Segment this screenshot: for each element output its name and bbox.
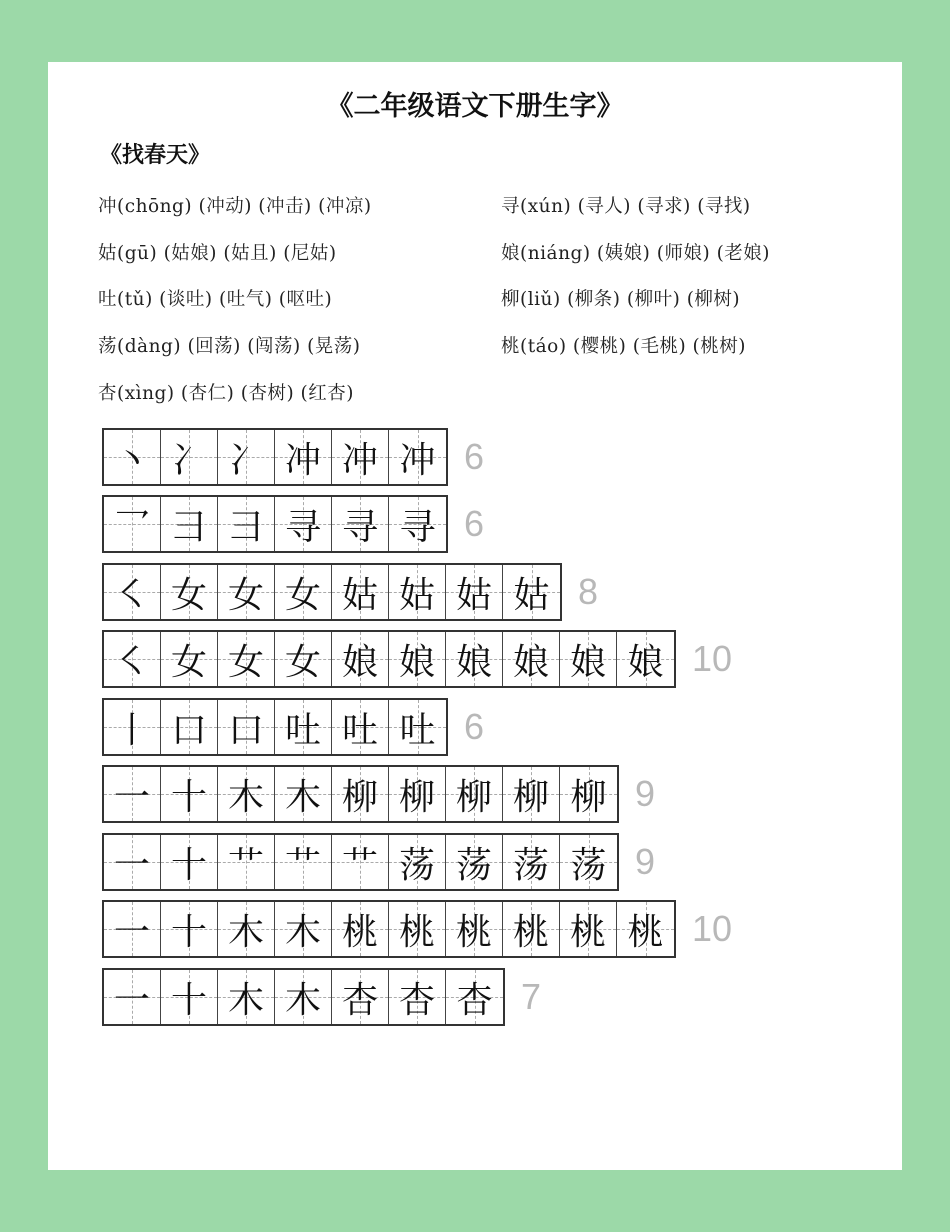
stroke-step-glyph: 丨: [113, 709, 150, 751]
stroke-step-cell: [503, 902, 560, 956]
stroke-step-glyph: 木: [284, 979, 321, 1021]
stroke-step-glyph: 女: [170, 641, 207, 683]
stroke-step-glyph: 木: [284, 776, 321, 818]
stroke-step-glyph: 寻: [341, 506, 378, 548]
stroke-step-glyph: 吐: [341, 709, 378, 751]
stroke-step-cell: [503, 835, 560, 889]
stroke-step-cell: [275, 565, 332, 619]
stroke-step-glyph: 柳: [398, 776, 435, 818]
stroke-step-glyph: 荡: [455, 844, 492, 886]
stroke-step-glyph: 艹: [227, 844, 264, 886]
stroke-step-cell: [161, 430, 218, 484]
stroke-step-cell: [503, 767, 560, 821]
stroke-step-glyph: 女: [227, 641, 264, 683]
stroke-step-glyph: 木: [227, 776, 264, 818]
stroke-step-glyph: 荡: [570, 844, 607, 886]
stroke-step-cell: [446, 767, 503, 821]
stroke-step-cell: [218, 902, 275, 956]
stroke-step-glyph: 一: [113, 979, 150, 1021]
stroke-grid: [102, 698, 448, 756]
stroke-step-cell: [218, 632, 275, 686]
stroke-step-glyph: 一: [113, 844, 150, 886]
worksheet-title: 《二年级语文下册生字》: [326, 91, 624, 122]
stroke-step-glyph: 娘: [398, 641, 435, 683]
stroke-step-cell: [389, 700, 446, 754]
stroke-step-cell: [218, 565, 275, 619]
stroke-step-glyph: ㇛: [113, 641, 150, 683]
stroke-step-glyph: 吐: [399, 709, 436, 751]
stroke-step-glyph: 杏: [456, 979, 493, 1021]
stroke-step-glyph: 女: [284, 574, 321, 616]
stroke-order-row: [102, 968, 541, 1026]
stroke-grid: [102, 900, 676, 958]
stroke-step-cell: [389, 497, 446, 551]
stroke-step-glyph: 杏: [398, 979, 435, 1021]
stroke-step-cell: [389, 970, 446, 1024]
stroke-step-cell: [332, 632, 389, 686]
stroke-order-row: [102, 495, 484, 553]
stroke-step-cell: [275, 430, 332, 484]
stroke-step-cell: [332, 497, 389, 551]
stroke-step-cell: [332, 767, 389, 821]
stroke-step-glyph: 柳: [570, 776, 607, 818]
stroke-step-glyph: 桃: [627, 911, 664, 953]
stroke-step-cell: [332, 700, 389, 754]
stroke-step-cell: [332, 902, 389, 956]
stroke-step-glyph: 女: [284, 641, 321, 683]
stroke-step-glyph: 娘: [455, 641, 492, 683]
stroke-step-cell: [446, 970, 503, 1024]
stroke-step-glyph: 十: [170, 776, 207, 818]
stroke-count: 9: [635, 841, 656, 882]
stroke-step-glyph: ㇛: [113, 574, 150, 616]
stroke-step-glyph: 木: [227, 911, 264, 953]
stroke-step-cell: [218, 970, 275, 1024]
stroke-step-cell: [218, 700, 275, 754]
stroke-order-row: [102, 428, 484, 486]
vocab-line: 姑(gū) (姑娘) (姑且) (尼姑): [98, 243, 337, 264]
stroke-step-cell: [332, 970, 389, 1024]
stroke-step-cell: [104, 632, 161, 686]
stroke-step-cell: [389, 632, 446, 686]
stroke-step-cell: [332, 565, 389, 619]
stroke-step-glyph: 吐: [284, 709, 321, 751]
stroke-step-glyph: 桃: [569, 911, 606, 953]
stroke-step-glyph: 姑: [398, 574, 435, 616]
stroke-step-glyph: 荡: [512, 844, 549, 886]
vocab-line: 杏(xìng) (杏仁) (杏树) (红杏): [98, 383, 354, 404]
stroke-step-cell: [389, 430, 446, 484]
stroke-grid: [102, 563, 562, 621]
lesson-title: 《找春天》: [100, 142, 211, 168]
stroke-step-glyph: 冲: [399, 439, 436, 481]
stroke-step-glyph: 木: [284, 911, 321, 953]
stroke-order-row: [102, 630, 732, 688]
stroke-step-cell: [617, 632, 674, 686]
stroke-step-cell: [275, 902, 332, 956]
stroke-step-cell: [275, 700, 332, 754]
stroke-step-cell: [161, 835, 218, 889]
stroke-step-cell: [446, 565, 503, 619]
stroke-step-glyph: 柳: [341, 776, 378, 818]
stroke-step-glyph: 十: [170, 844, 207, 886]
stroke-step-cell: [161, 700, 218, 754]
stroke-step-cell: [104, 970, 161, 1024]
stroke-step-cell: [161, 632, 218, 686]
stroke-step-cell: [104, 497, 161, 551]
stroke-order-row: [102, 833, 655, 891]
stroke-step-cell: [275, 497, 332, 551]
stroke-step-glyph: 冲: [341, 439, 378, 481]
stroke-step-cell: [161, 902, 218, 956]
stroke-count: 8: [578, 571, 599, 612]
stroke-step-cell: [161, 970, 218, 1024]
stroke-step-cell: [503, 632, 560, 686]
stroke-step-glyph: 姑: [341, 574, 378, 616]
stroke-step-glyph: 丶: [113, 439, 150, 481]
stroke-step-cell: [332, 835, 389, 889]
stroke-step-cell: [560, 632, 617, 686]
vocab-line: 冲(chōng) (冲动) (冲击) (冲凉): [98, 196, 372, 217]
stroke-step-cell: [104, 767, 161, 821]
stroke-count: 6: [464, 436, 485, 477]
stroke-step-cell: [389, 902, 446, 956]
stroke-step-cell: [275, 632, 332, 686]
stroke-step-glyph: 娘: [569, 641, 606, 683]
stroke-step-glyph: 木: [227, 979, 264, 1021]
stroke-step-cell: [104, 565, 161, 619]
stroke-order-row: [102, 900, 732, 958]
stroke-count: 6: [464, 706, 485, 747]
stroke-grid: [102, 428, 448, 486]
stroke-step-cell: [560, 902, 617, 956]
stroke-step-cell: [560, 835, 617, 889]
stroke-step-glyph: 寻: [399, 506, 436, 548]
stroke-step-glyph: 姑: [455, 574, 492, 616]
stroke-step-glyph: 女: [227, 574, 264, 616]
stroke-step-cell: [104, 835, 161, 889]
stroke-count: 10: [692, 638, 733, 679]
stroke-step-glyph: 艹: [341, 844, 378, 886]
stroke-step-cell: [617, 902, 674, 956]
stroke-step-glyph: 彐: [170, 506, 207, 548]
stroke-grid: [102, 765, 619, 823]
stroke-step-glyph: 冫: [170, 439, 207, 481]
stroke-step-cell: [275, 970, 332, 1024]
stroke-step-glyph: 寻: [284, 506, 321, 548]
stroke-step-cell: [218, 430, 275, 484]
stroke-step-cell: [389, 767, 446, 821]
stroke-step-glyph: 荡: [398, 844, 435, 886]
stroke-step-cell: [104, 902, 161, 956]
worksheet-page: [48, 62, 902, 1170]
stroke-step-glyph: 桃: [398, 911, 435, 953]
stroke-count: 7: [521, 976, 542, 1017]
stroke-step-glyph: 口: [227, 709, 264, 751]
stroke-step-glyph: 娘: [512, 641, 549, 683]
stroke-step-cell: [104, 430, 161, 484]
stroke-step-glyph: 一: [113, 776, 150, 818]
stroke-step-glyph: 口: [170, 709, 207, 751]
stroke-step-cell: [275, 835, 332, 889]
stroke-step-glyph: 彐: [227, 506, 264, 548]
stroke-grid: [102, 495, 448, 553]
vocab-line: 荡(dàng) (回荡) (闯荡) (晃荡): [98, 336, 361, 357]
stroke-grid: [102, 968, 505, 1026]
vocab-line: 寻(xún) (寻人) (寻求) (寻找): [501, 196, 751, 217]
stroke-step-glyph: 娘: [627, 641, 664, 683]
stroke-step-glyph: 艹: [284, 844, 321, 886]
stroke-step-cell: [161, 767, 218, 821]
stroke-step-glyph: 娘: [341, 641, 378, 683]
stroke-step-glyph: 乛: [113, 506, 150, 548]
stroke-step-glyph: 柳: [512, 776, 549, 818]
stroke-step-glyph: 十: [170, 979, 207, 1021]
stroke-step-cell: [218, 835, 275, 889]
stroke-step-glyph: 桃: [455, 911, 492, 953]
stroke-step-glyph: 冲: [284, 439, 321, 481]
vocab-line: 吐(tǔ) (谈吐) (吐气) (呕吐): [98, 289, 333, 310]
stroke-step-glyph: 桃: [512, 911, 549, 953]
stroke-grid: [102, 833, 619, 891]
vocab-line: 桃(táo) (樱桃) (毛桃) (桃树): [501, 336, 746, 357]
stroke-step-cell: [161, 497, 218, 551]
stroke-step-cell: [560, 767, 617, 821]
stroke-step-glyph: 一: [113, 911, 150, 953]
stroke-step-cell: [389, 835, 446, 889]
stroke-step-glyph: 冫: [227, 439, 264, 481]
stroke-step-cell: [218, 767, 275, 821]
stroke-step-cell: [332, 430, 389, 484]
stroke-count: 9: [635, 773, 656, 814]
stroke-step-cell: [161, 565, 218, 619]
stroke-step-cell: [389, 565, 446, 619]
stroke-step-cell: [275, 767, 332, 821]
stroke-order-row: [102, 698, 484, 756]
stroke-step-cell: [218, 497, 275, 551]
stroke-step-glyph: 十: [170, 911, 207, 953]
stroke-step-glyph: 女: [170, 574, 207, 616]
vocab-line: 柳(liǔ) (柳条) (柳叶) (柳树): [501, 289, 741, 310]
stroke-step-glyph: 杏: [341, 979, 378, 1021]
stroke-step-cell: [446, 632, 503, 686]
stroke-step-cell: [104, 700, 161, 754]
stroke-step-cell: [446, 902, 503, 956]
stroke-grid: [102, 630, 676, 688]
stroke-count: 10: [692, 908, 733, 949]
stroke-step-glyph: 桃: [341, 911, 378, 953]
stroke-count: 6: [464, 503, 485, 544]
stroke-order-row: [102, 765, 655, 823]
stroke-order-row: [102, 563, 598, 621]
stroke-step-cell: [446, 835, 503, 889]
vocab-line: 娘(niáng) (姨娘) (师娘) (老娘): [501, 243, 771, 264]
stroke-step-glyph: 柳: [455, 776, 492, 818]
stroke-step-glyph: 姑: [513, 574, 550, 616]
stroke-step-cell: [503, 565, 560, 619]
